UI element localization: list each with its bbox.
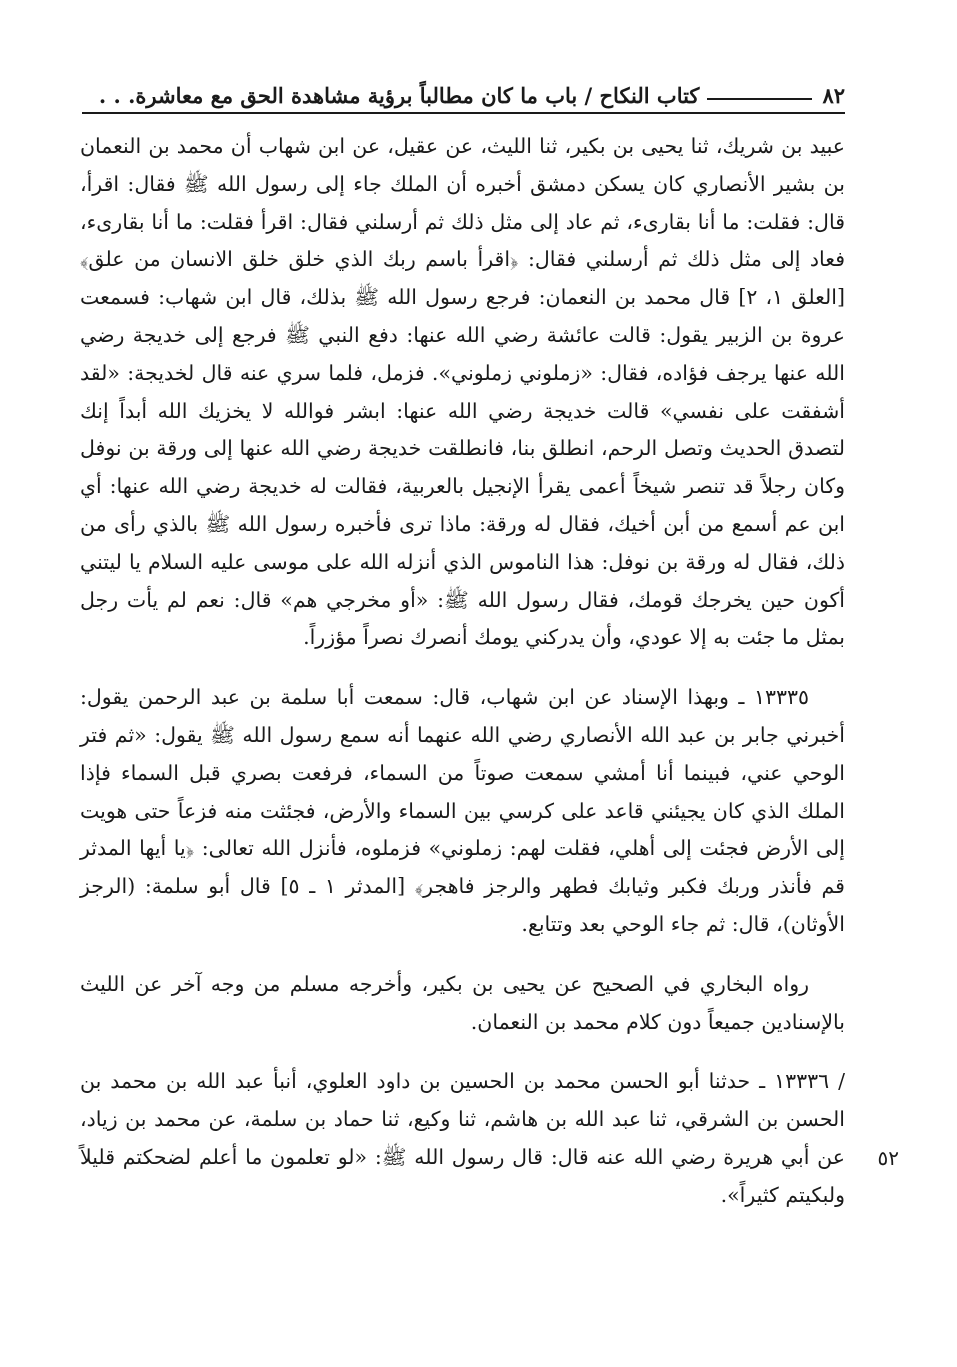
paragraph-hadith-continued: عبيد بن شريك، ثنا يحيى بن بكير، ثنا الليث، عن عقيل، عن ابن شهاب أن محمد بن النعمان بن بشير الأنصاري كان يسكن دمشق أخبره أن الملك جاء إلى رسول الله ﷺ فقال: اقرأ، قال: فقلت: ما أنا بقارىء، ثم عاد إلى مثل ذلك ثم أرسلني فقال: اقرأ فقلت: ما أنا بقارىء، فعاد إلى مثل ذلك ثم أرسلني فقال: ﴿اقرأ باسم ربك الذي خلق خلق الانسان من علق﴾ [العلق ١، ٢] قال محمد بن النعمان: فرجع رسول الله ﷺ بذلك، قال ابن شهاب: فسمعت عروة بن الزبير يقول: قالت عائشة رضي الله عنها: دفع النبي ﷺ فرجع إلى خديجة رضي الله عنها يرجف فؤاده، فقال: «زملوني زملوني». فزمل، فلما سري عنه قال لخديجة: «لقد أشفقت على نفسي» قالت خديجة رضي الله عنها: ابشر فوالله لا يخزيك الله أبداً إنك لتصدق الحديث وتصل الرحم، انطلق بنا، فانطلقت خديجة رضي الله عنها إلى ورقة بن نوفل وكان رجلاً قد تنصر شيخاً أعمى يقرأ الإنجيل بالعربية، فقالت له خديجة رضي الله عنها: أي ابن عم أسمع من أبن أخيك، فقال له ورقة: ماذا ترى فأخبره رسول الله ﷺ بالذي رأى من ذلك، فقال له ورقة بن نوفل: هذا الناموس الذي أنزله الله على موسى عليه السلام يا ليتني أكون حين يخرجك قومك، فقال رسول الله ﷺ: «أو مخرجي هم» قال: نعم لم يأت رجل بمثل ما جئت به إلا عودي، وأن يدركني يومك أنصرك نصراً مؤزراً.: [80, 134, 845, 650]
paragraph-hadith-13335: ١٣٣٣٥ ـ وبهذا الإسناد عن ابن شهاب، قال: سمعت أبا سلمة بن عبد الرحمن يقول: أخبرني جابر بن عبد الله الأنصاري رضي الله عنهما أنه سمع رسول الله ﷺ يقول: «ثم فتر الوحي عني، فبينما أنا أمشي سمعت صوتاً من السماء، فرفعت بصري قبل السماء فإذا الملك الذي كان يجيئني قاعد على كرسي بين السماء والأرض، فجئثت منه فزعاً حتى هويت إلى الأرض فجئت إلى أهلي، فقلت لهم: زملوني» فزملوه، فأنزل الله تعالى: ﴿يا أيها المدثر قم فأنذر وربك فكبر وثيابك فطهر والرجز فاهجر﴾ [المدثر ١ ـ ٥] قال أبو سلمة: (الرجز الأوثان)، قال: ثم جاء الوحي بعد وتتابع.: [80, 685, 845, 936]
page-body: [80, 128, 845, 1215]
paragraph-takhrij: رواه البخاري في الصحيح عن يحيى بن بكير، وأخرجه مسلم من وجه آخر عن الليث بالإسنادين جميعاً دون كلام محمد بن النعمان.: [80, 971, 845, 1034]
header-rule: [707, 98, 812, 100]
running-title: كتاب النكاح / باب ما كان مطالباً برؤية مشاهدة الحق مع معاشرة. . .: [98, 83, 700, 108]
paragraph-hadith-13336: / ١٣٣٣٦ ـ حدثنا أبو الحسن محمد بن الحسين بن داود العلوي، أنبأ عبد الله بن محمد بن الحسن بن الشرقي، ثنا عبد الله بن هاشم، ثنا وكيع، ثنا حماد بن سلمة، عن محمد بن زياد، عن أبي هريرة رضي الله عنه قال: قال رسول الله ﷺ: «لو تعلمون ما أعلم لضحكتم قليلاً ولبكيتم كثيراً».: [80, 1069, 845, 1207]
page-number: ٨٢: [822, 83, 845, 108]
running-header: [82, 78, 845, 114]
margin-page-reference: ٥٢: [877, 1146, 899, 1170]
